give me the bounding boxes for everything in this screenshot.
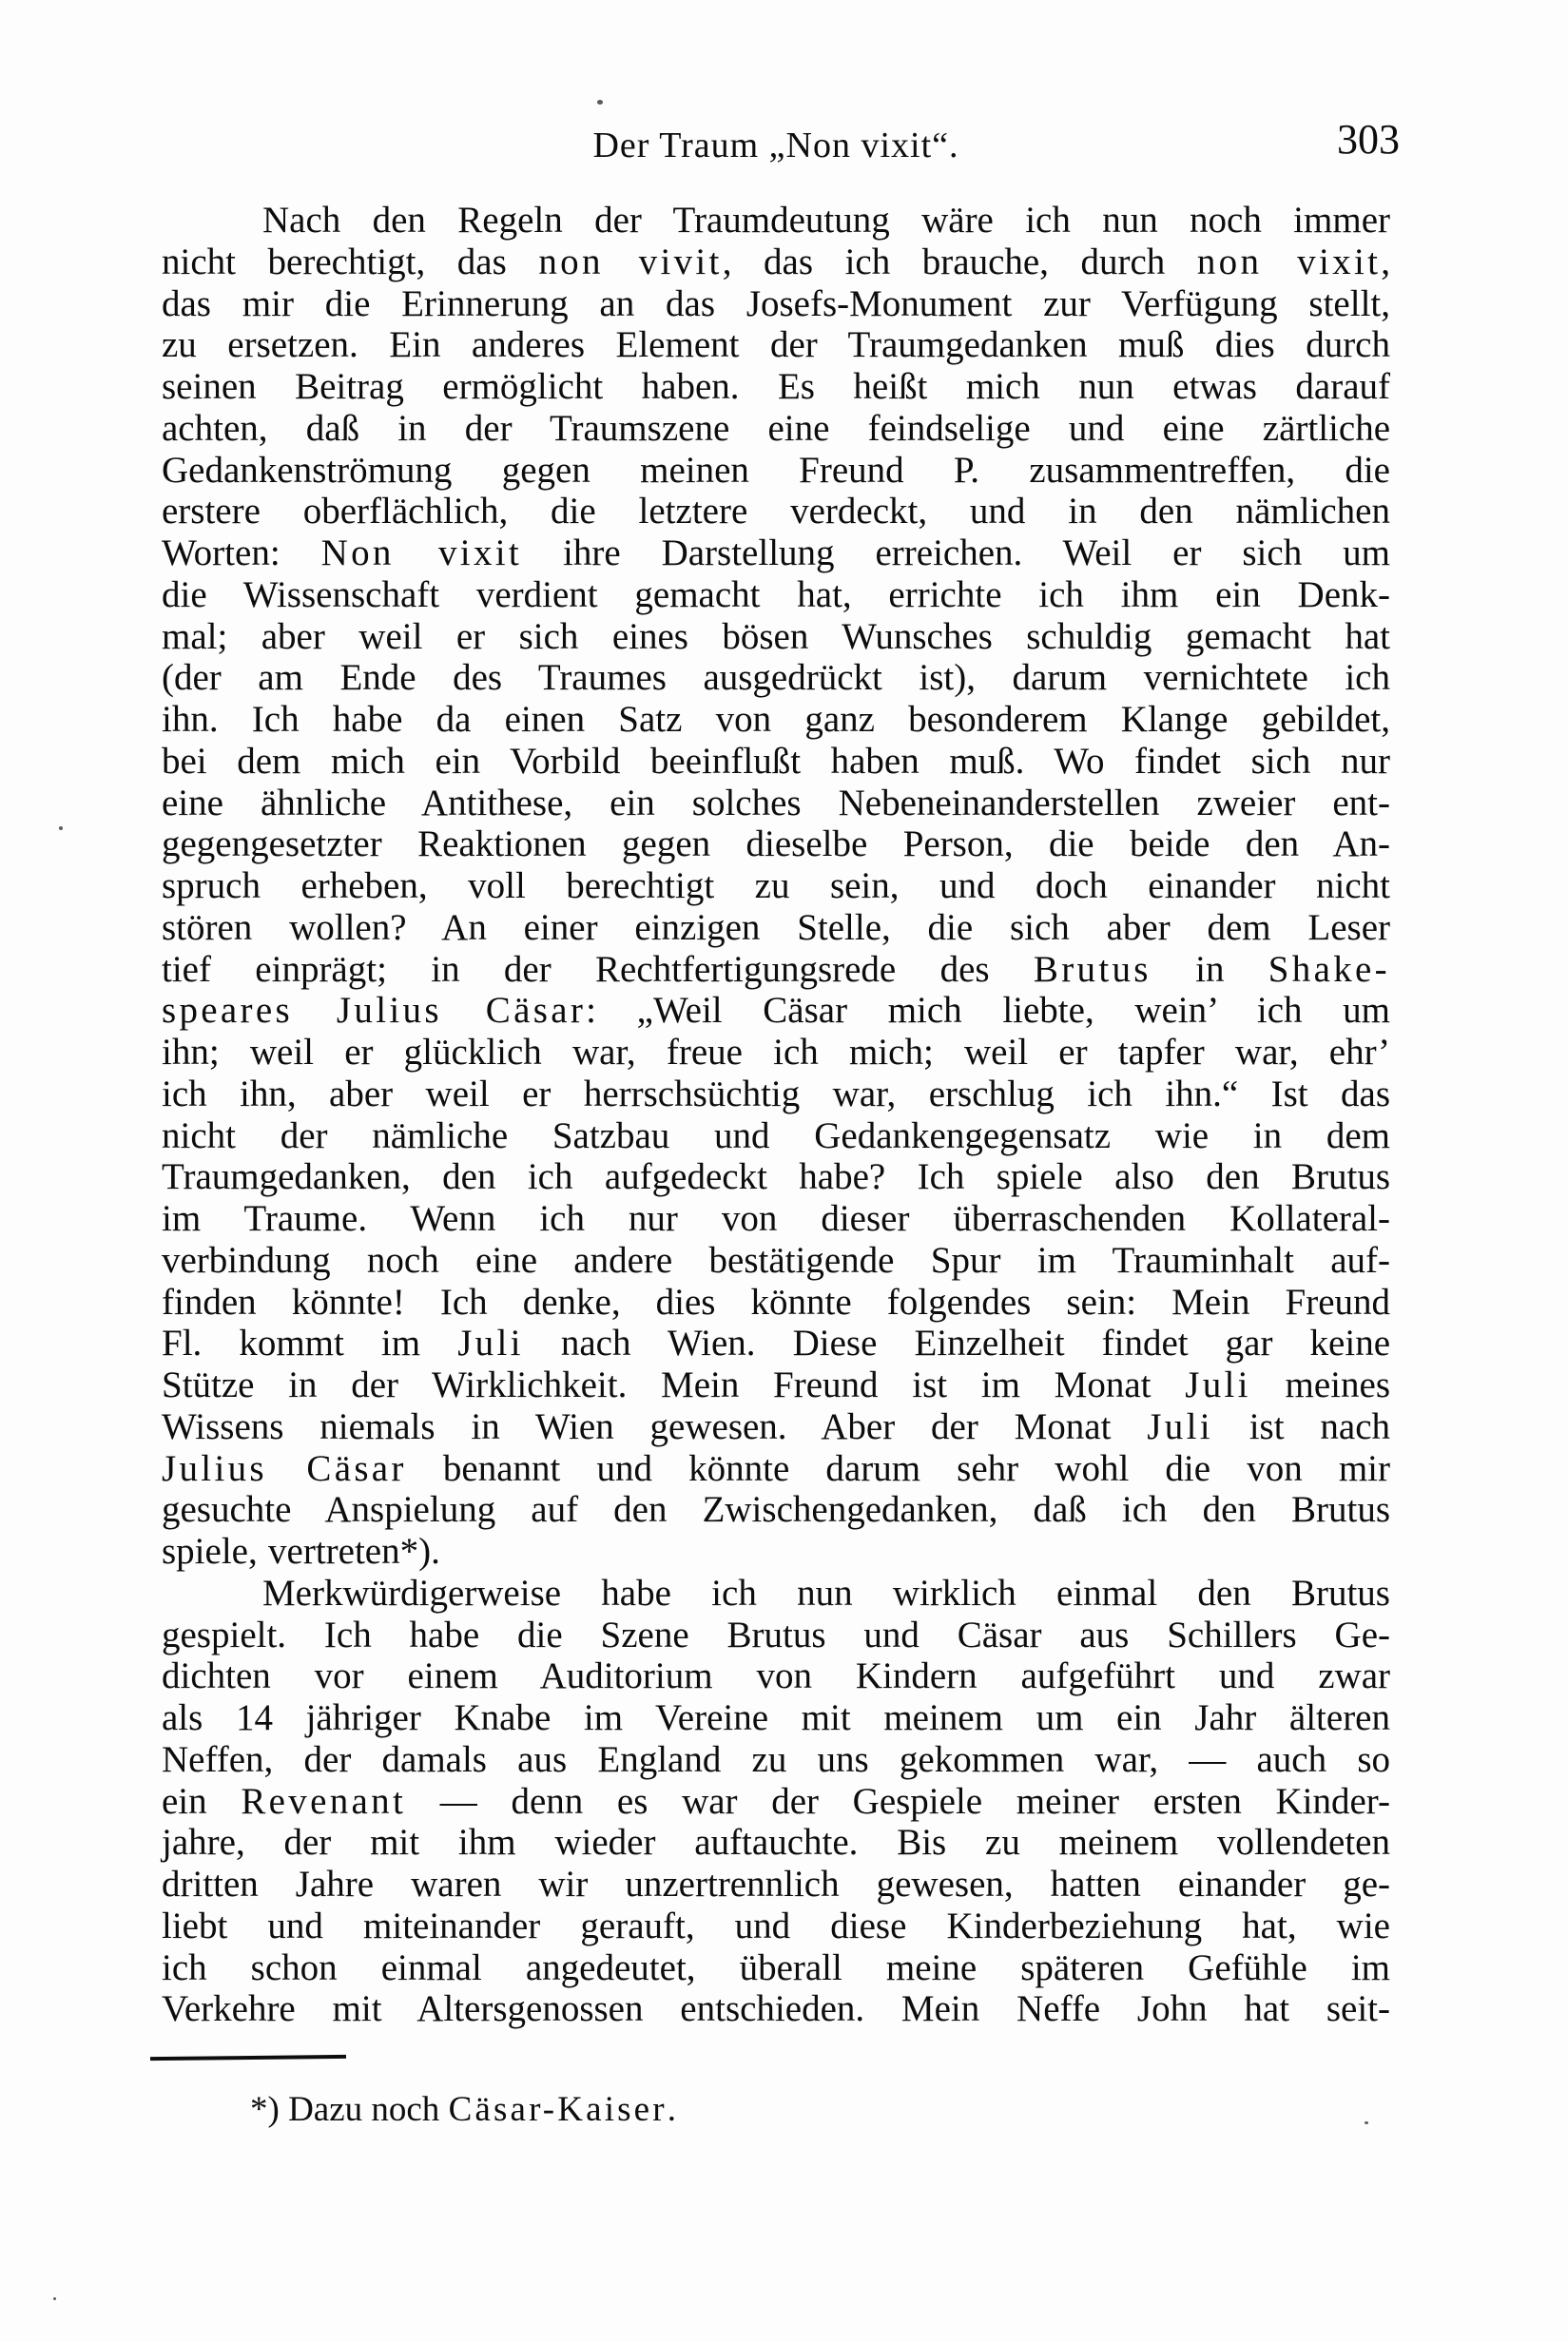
text-segment: Neffen, der damals aus England zu uns gekommen war, — auch so [162,1738,1390,1780]
text-segment: finden könnte! Ich denke, dies könnte folgendes sein: Mein Freund [162,1281,1390,1323]
text-line [162,1906,1390,1947]
text-segment: ich ihn, aber weil er herrschsüchtig war, erschlug ich ihn.“ Ist das [162,1073,1390,1114]
text-segment: Stütze in der Wirklichkeit. Mein Freund ist im Monat [162,1365,1186,1405]
text-segment: erstere oberflächlich, die letztere verdeckt, und in den nämlichen [162,491,1390,532]
text-segment: ihn; weil er glücklich war, freue ich mich; weil er tapfer war, ehr’ [162,1032,1390,1073]
text-line [162,657,1390,699]
text-line [162,1198,1390,1240]
text-line [162,1156,1390,1198]
text-segment: gesuchte Anspielung auf den Zwischengedanken, daß ich den Brutus [162,1489,1390,1531]
text-line [162,324,1390,366]
text-line [162,200,1390,242]
text-segment: nicht berechtigt, das [162,241,539,282]
text-segment: dritten Jahre waren wir unzertrennlich gewesen, hatten einander ge- [162,1864,1390,1905]
emphasized-text: Shake- [1268,948,1390,990]
text-segment: seinen Beitrag ermöglicht haben. Es heißt mich nun etwas darauf [162,366,1390,407]
text-line [162,1448,1390,1490]
text-line [162,907,1390,949]
text-segment: Wissens niemals in Wien gewesen. Aber der Monat [162,1405,1148,1447]
text-segment: liebt und miteinander gerauft, und diese Kinderbeziehung hat, wie [162,1905,1390,1946]
text-segment: achten, daß in der Traumszene eine feindselige und eine zärtliche [162,407,1390,449]
text-segment: Fl. kommt im [162,1323,458,1365]
emphasized-text: Juli [1147,1405,1213,1447]
text-segment: ihn. Ich habe da einen Satz von ganz besonderem Klange gebildet, [162,699,1390,740]
text-line [162,1822,1390,1864]
text-line [162,616,1390,658]
text-segment: spiele, vertreten*). [162,1531,440,1572]
text-segment: Traumgedanken, den ich aufgedeckt habe? Ich spiele also den Brutus [162,1156,1390,1198]
text-line [162,1323,1390,1365]
text-line [162,1573,1390,1615]
text-line [162,1115,1390,1157]
text-segment: meines [1250,1365,1391,1405]
text-line [162,990,1390,1032]
text-segment: jahre, der mit ihm wieder auftauchte. Bis zu meinem vollendeten [162,1822,1390,1864]
text-segment: die Wissenschaft verdient gemacht hat, errichte ich ihm ein Denk- [162,573,1390,615]
text-line [162,823,1390,865]
footnote [162,2088,1390,2132]
text-segment: — denn es war der Gespiele meiner ersten Kinder- [406,1780,1390,1822]
emphasized-text: non vivit [538,241,723,282]
text-line [162,1615,1390,1656]
text-line [162,450,1390,492]
footnote-rule [150,2055,346,2061]
text-segment: bei dem mich ein Vorbild beeinflußt haben muß. Wo findet sich nur [162,740,1390,782]
text-line [162,1489,1390,1531]
text-segment: im Traume. Wenn ich nur von dieser überraschenden Kollateral- [162,1198,1390,1239]
text-line [162,1032,1390,1074]
text-line [162,699,1390,741]
emphasized-text: speares Julius Cäsar [162,990,587,1032]
text-line [162,283,1390,325]
text-line [162,1240,1390,1282]
emphasized-text: Juli [1185,1365,1251,1405]
text-line [162,865,1390,907]
text-line [162,1947,1390,1989]
text-line [162,1655,1390,1697]
emphasized-text: non vixit [1196,241,1382,282]
text-line [162,574,1390,616]
emphasized-text: Non vixit [320,532,523,573]
text-line [162,366,1390,408]
text-line [162,408,1390,450]
text-segment: , [1381,241,1390,282]
text-line [162,532,1390,574]
running-title: Der Traum „Non vixit“. [592,126,959,165]
text-line [162,783,1390,824]
body-text [162,200,1390,2030]
text-segment: stören wollen? An einer einzigen Stelle, die sich aber dem Leser [162,906,1390,948]
text-segment: , das ich brauche, durch [722,241,1197,282]
scan-speck [59,826,63,830]
text-segment: das mir die Erinnerung an das Josefs-Monument zur Verfügung stellt, [162,282,1390,324]
scan-speck [53,2297,56,2300]
emphasized-text: Revenant [241,1780,407,1822]
text-segment: . [667,2090,676,2129]
text-line [162,1282,1390,1324]
text-line [162,1988,1390,2030]
text-segment: ihre Darstellung erreichen. Weil er sich um [522,532,1390,573]
text-segment: *) Dazu noch [250,2090,449,2129]
text-segment: ein [162,1780,242,1822]
text-line [162,1864,1390,1906]
page-number: 303 [1337,116,1400,163]
text-line [162,1697,1390,1739]
text-segment: mal; aber weil er sich eines bösen Wunsches schuldig gemacht hat [162,615,1390,657]
text-line [162,1406,1390,1448]
text-line [162,949,1390,991]
text-line [162,1074,1390,1115]
text-segment: gegengesetzter Reaktionen gegen dieselbe Person, die beide den An- [162,823,1390,865]
text-segment: nach Wien. Diese Einzelheit findet gar keine [523,1323,1390,1365]
text-segment: dichten vor einem Auditorium von Kindern aufgeführt und zwar [162,1655,1390,1697]
text-segment: benannt und könnte darum sehr wohl die von mir [406,1447,1390,1489]
scan-speck [597,100,603,105]
text-line [162,1531,1390,1573]
text-segment: Verkehre mit Altersgenossen entschieden. Mein Neffe John hat seit- [162,1988,1390,2030]
text-segment: Worten: [162,532,321,573]
text-line [162,491,1390,532]
text-segment: Nach den Regeln der Traumdeutung wäre ich nun noch immer [262,200,1390,241]
text-segment: verbindung noch eine andere bestätigende Spur im Trauminhalt auf- [162,1239,1390,1281]
text-segment: ich schon einmal angedeutet, überall meine späteren Gefühle im [162,1946,1390,1988]
text-segment: als 14 jähriger Knabe im Vereine mit meinem um ein Jahr älteren [162,1697,1390,1738]
text-segment: eine ähnliche Antithese, ein solches Nebeneinanderstellen zweier ent- [162,782,1390,823]
text-segment: tief einprägt; in der Rechtfertigungsrede des [162,948,1034,990]
emphasized-text: Julius Cäsar [162,1447,407,1489]
text-segment: Gedankenströmung gegen meinen Freund P. zusammentreffen, die [162,449,1390,491]
text-segment: (der am Ende des Traumes ausgedrückt ist), darum vernichtete ich [162,657,1390,699]
scan-speck [1365,2121,1368,2124]
text-line [162,741,1390,783]
text-line [162,242,1390,283]
text-line [162,1739,1390,1781]
text-segment: nicht der nämliche Satzbau und Gedankengegensatz wie in dem [162,1114,1390,1156]
text-line [162,1781,1390,1823]
text-segment: ist nach [1212,1405,1391,1447]
emphasized-text: Cäsar-Kaiser [448,2090,668,2129]
page-header [162,122,1390,169]
text-segment: in [1151,948,1268,990]
emphasized-text: Juli [457,1323,524,1365]
text-segment: zu ersetzen. Ein anderes Element der Traumgedanken muß dies durch [162,324,1390,366]
emphasized-text: Brutus [1033,948,1152,990]
text-segment: gespielt. Ich habe die Szene Brutus und Cäsar aus Schillers Ge- [162,1614,1390,1655]
text-segment: Merkwürdigerweise habe ich nun wirklich einmal den Brutus [262,1572,1390,1614]
text-line [162,1365,1390,1406]
text-segment: : „Weil Cäsar mich liebte, wein’ ich um [586,990,1390,1032]
text-segment: spruch erheben, voll berechtigt zu sein, und doch einander nicht [162,865,1390,906]
